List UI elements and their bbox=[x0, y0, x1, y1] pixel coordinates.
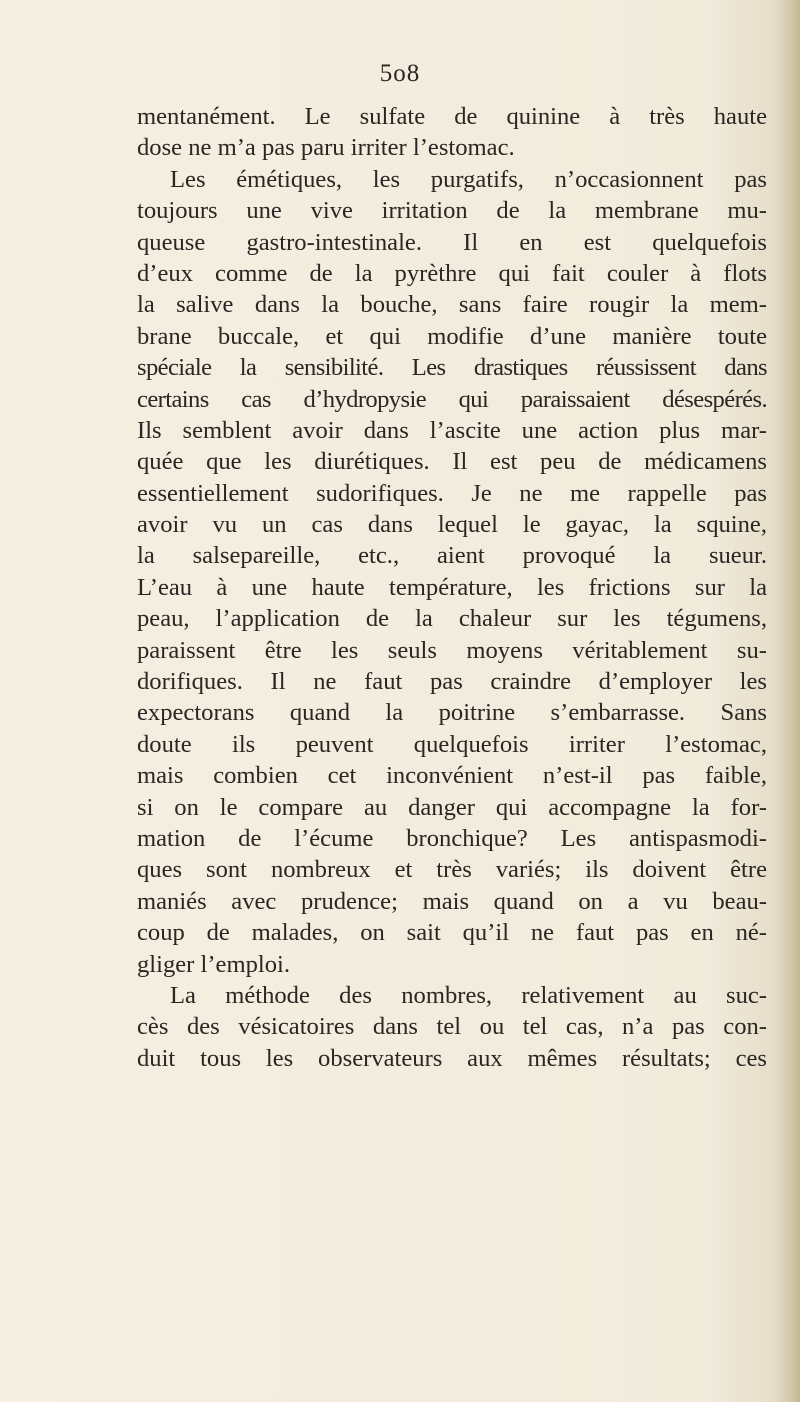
text-line: certains cas d’hydropysie qui paraissaient désespérés. bbox=[137, 385, 767, 413]
text-line: Les émétiques, les purgatifs, n’occasionnent pas bbox=[170, 165, 767, 193]
text-line: la salsepareille, etc., aient provoqué la sueur. bbox=[137, 542, 767, 570]
text-line: mentanément. Le sulfate de quinine à très haute bbox=[137, 103, 767, 130]
text-line: mais combien cet inconvénient n’est-il pas faible, bbox=[137, 762, 767, 790]
text-line: paraissent être les seuls moyens véritablement su- bbox=[137, 636, 767, 664]
text-line: La méthode des nombres, relativement au suc- bbox=[170, 981, 767, 1009]
text-line: essentiellement sudorifiques. Je ne me rappelle pas bbox=[137, 479, 767, 507]
text-line: maniés avec prudence; mais quand on a vu beau- bbox=[137, 887, 767, 915]
text-line: avoir vu un cas dans lequel le gayac, la squine, bbox=[137, 511, 767, 539]
text-line: dose ne m’a pas paru irriter l’estomac. bbox=[137, 134, 515, 162]
text-line: coup de malades, on sait qu’il ne faut pas en né- bbox=[137, 919, 767, 947]
page-edge-shadow bbox=[778, 0, 800, 1402]
text-line: duit tous les observateurs aux mêmes résultats; ces bbox=[137, 1044, 767, 1072]
text-line: dorifiques. Il ne faut pas craindre d’employer les bbox=[137, 668, 767, 696]
text-line: L’eau à une haute température, les frictions sur la bbox=[137, 573, 767, 601]
page-number: 5o8 bbox=[379, 60, 421, 87]
text-line: cès des vésicatoires dans tel ou tel cas, n’a pas con- bbox=[137, 1013, 767, 1041]
text-line: spéciale la sensibilité. Les drastiques réussissent dans bbox=[137, 354, 767, 382]
text-line: quée que les diurétiques. Il est peu de médicamens bbox=[137, 448, 767, 476]
text-line: peau, l’application de la chaleur sur les tégumens, bbox=[137, 605, 767, 633]
text-line: la salive dans la bouche, sans faire rougir la mem- bbox=[137, 291, 767, 319]
text-line: ques sont nombreux et très variés; ils doivent être bbox=[137, 856, 767, 884]
text-line: d’eux comme de la pyrèthre qui fait couler à flots bbox=[137, 259, 767, 287]
text-line: mation de l’écume bronchique? Les antispasmodi- bbox=[137, 824, 767, 852]
text-line: gliger l’emploi. bbox=[137, 950, 290, 978]
text-line: si on le compare au danger qui accompagne la for- bbox=[137, 793, 767, 821]
text-line: toujours une vive irritation de la membrane mu- bbox=[137, 197, 767, 225]
text-line: brane buccale, et qui modifie d’une manière toute bbox=[137, 322, 767, 350]
text-line: queuse gastro-intestinale. Il en est quelquefois bbox=[137, 228, 767, 256]
text-line: Ils semblent avoir dans l’ascite une action plus mar- bbox=[137, 416, 767, 444]
text-line: doute ils peuvent quelquefois irriter l’estomac, bbox=[137, 730, 767, 758]
body-text bbox=[137, 101, 767, 1074]
text-line: expectorans quand la poitrine s’embarrasse. Sans bbox=[137, 699, 767, 727]
